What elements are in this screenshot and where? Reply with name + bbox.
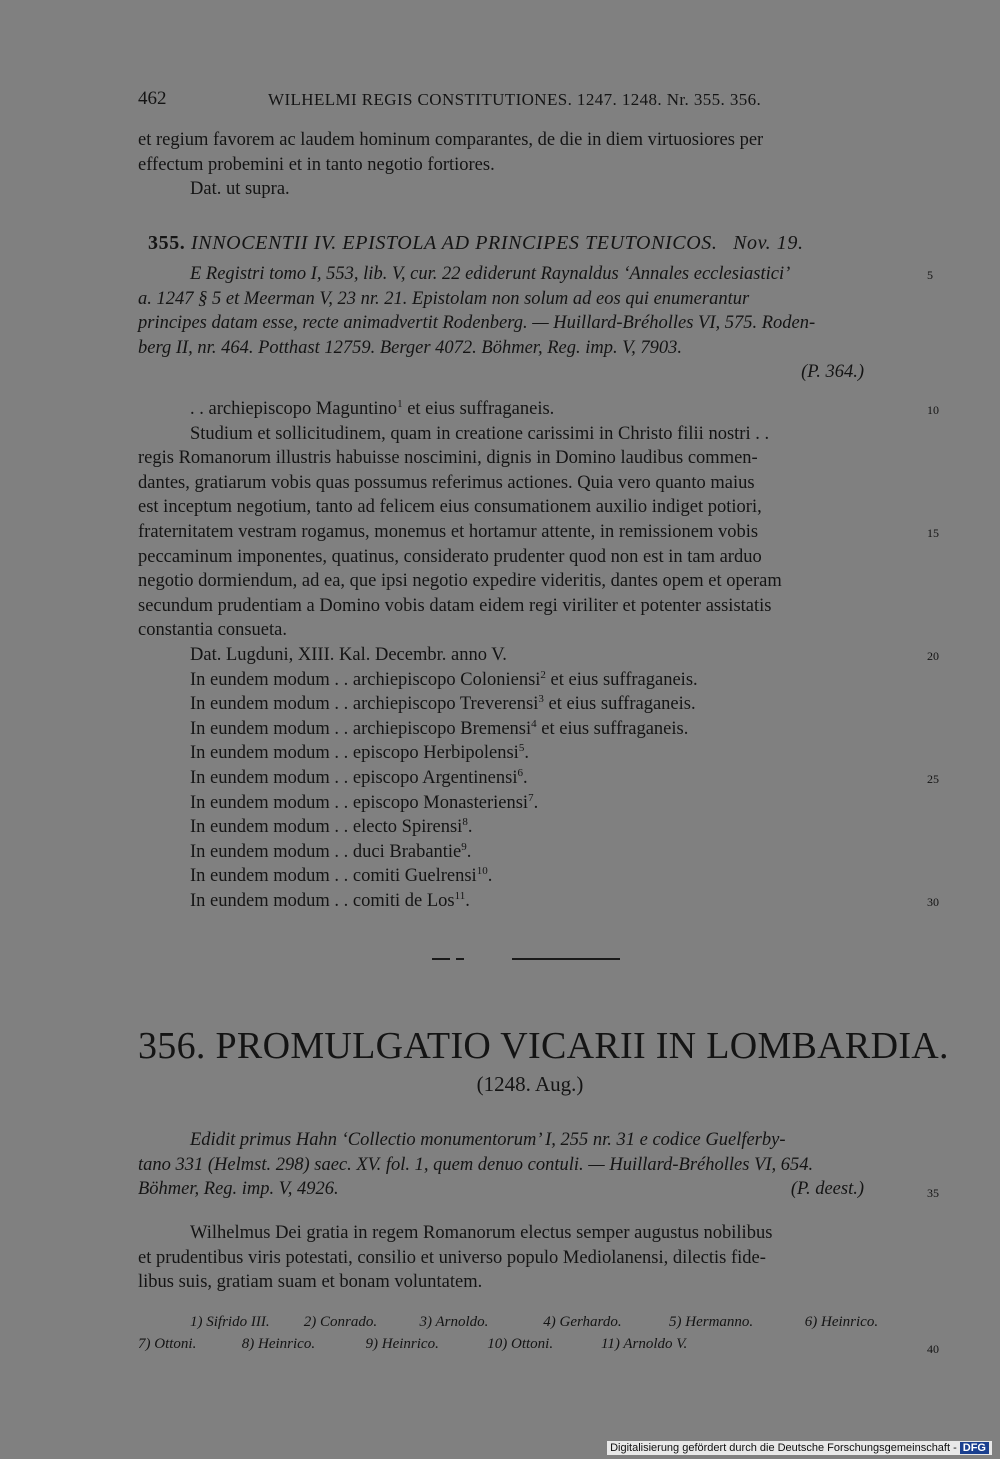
line-number: 15 [927,526,939,540]
footnote-marker: 1 [397,397,403,410]
text-line: est inceptum negotium, tanto ad felicem eius consumationem auxilio indiget potiori, [138,497,762,518]
footnote-row [138,1336,918,1358]
doc355-title: INNOCENTII IV. EPISTOLA AD PRINCIPES TEUTONICOS. [191,232,718,254]
doc355-source-note [138,262,916,385]
recipient-line [138,766,916,791]
recipient-text: In eundem modum . . comiti de Los [190,890,455,911]
dat-line: Dat. Lugduni, XIII. Kal. Decembr. anno V. [190,644,507,665]
text-line: et regium favorem ac laudem hominum comparantes, de die in diem virtuosiores per [138,130,764,150]
recipient-tail: . [466,841,472,862]
source-text: Böhmer, Reg. imp. V, 4926. [138,1179,339,1200]
footnote: 6) Heinrico. [804,1314,879,1330]
page-number: 462 [138,88,167,109]
recipient-line [138,889,916,914]
recipients-list [138,668,916,914]
text-line: Wilhelmus Dei gratia in regem Romanorum electus semper augustus nobilibus [190,1223,773,1243]
text-line: et prudentibus viris potestati, consilio et universo populo Mediolanensi, dilectis fide- [138,1247,766,1268]
recipient-line [138,791,916,816]
recipient-tail: . [467,817,473,838]
recipient-line [138,717,916,742]
footnote-marker: 6 [517,766,523,779]
footnote: 2) Conrado. [303,1314,378,1330]
text-line: regis Romanorum illustris habuisse noscimini, dignis in Domino laudibus commen- [138,448,758,469]
recipient-text: In eundem modum . . comiti Guelrensi [190,866,477,887]
footnote-marker: 10 [476,865,488,878]
text-line: negotio dormiendum, ad ea, que ipsi negotio expedire videritis, dantes opem et operam [138,571,782,592]
source-line: tano 331 (Helmst. 298) saec. XV. fol. 1, quem denuo contuli. — Huillard-Bréholles VI, 654. [138,1154,814,1175]
text-line: effectum probemini et in tanto negotio fortiores. [138,154,495,175]
source-line: E Registri tomo I, 553, lib. V, cur. 22 ediderunt Raynaldus ‘Annales ecclesiastici’ [190,264,791,284]
doc355-number: 355. [148,232,186,254]
footnote: 10) Ottoni. [487,1336,554,1352]
recipient-line [138,668,916,693]
footnote: 5) Hermanno. [669,1314,754,1330]
source-line: principes datam esse, recte animadvertit Rodenberg. — Huillard-Bréholles VI, 575. Roden- [138,313,816,334]
recipient-tail: . [465,890,470,911]
doc356-body [138,1221,916,1295]
recipient-tail: . [522,767,528,788]
recipient-text: In eundem modum . . episcopo Argentinensi [190,767,518,788]
recipient-text: In eundem modum . . archiepiscopo Coloniensi [190,669,541,690]
recipient-tail: et eius suffraganeis. [545,669,698,690]
text-line: peccaminum imponentes, quatinus, considerato prudenter quod non est in tam arduo [138,546,762,567]
footnote-marker: 5 [518,742,525,755]
dfg-logo: DFG [960,1442,989,1454]
recipient-text: In eundem modum . . episcopo Monasteriensi [190,792,529,813]
address-line [138,397,916,422]
line-number: 5 [927,268,933,282]
source-line [138,1177,916,1202]
recipient-tail: . [487,866,493,887]
doc355-ref: (P. 364.) [801,362,864,383]
recipient-text: In eundem modum . . archiepiscopo Bremensi [190,718,532,739]
dat-line: Dat. ut supra. [190,179,290,200]
recipient-line [138,815,916,840]
doc356-date: (1248. Aug.) [476,1072,584,1096]
separator-rule [512,958,620,960]
footnote: 11) Arnoldo V. [601,1336,688,1352]
footnote-marker: 11 [454,889,466,902]
footnote: 4) Gerhardo. [543,1314,622,1330]
recipient-text: In eundem modum . . episcopo Herbipolensi [190,743,519,764]
doc355-date: Nov. 19. [733,232,804,254]
line-number: 10 [927,403,939,417]
recipient-line [138,840,916,865]
dfg-footer [607,1441,992,1455]
footnotes [138,1314,918,1358]
recipient-line [138,692,916,717]
line-number: 20 [927,649,939,663]
intro-paragraph [138,128,916,202]
doc356-heading: 356. PROMULGATIO VICARII IN LOMBARDIA. [138,1025,949,1067]
footnote: 7) Ottoni. [138,1336,197,1352]
source-line: berg II, nr. 464. Potthast 12759. Berger 4072. Böhmer, Reg. imp. V, 7903. [138,337,682,358]
footnote-marker: 4 [531,717,537,730]
footnote-marker: 3 [538,692,544,705]
line-number: 40 [927,1342,939,1356]
text-line: constantia consueta. [138,620,287,641]
source-line: a. 1247 § 5 et Meerman V, 23 nr. 21. Epistolam non solum ad eos qui enumerantur [138,288,750,309]
recipient-line [138,741,916,766]
line-number: 35 [927,1186,939,1200]
footnote-row [138,1314,918,1336]
running-title: WILHELMI REGIS CONSTITUTIONES. 1247. 1248. Nr. 355. 356. [268,90,762,109]
footnote: 3) Arnoldo. [419,1314,489,1330]
recipient-text: In eundem modum . . duci Brabantie [190,841,462,862]
footnote-marker: 7 [528,791,534,804]
line-number: 30 [927,895,939,909]
doc356-ref: (P. deest.) [790,1179,864,1200]
text-line: secundum prudentiam a Domino vobis datam eidem regi viriliter et potenter assistatis [138,595,772,616]
recipient-text: In eundem modum . . electo Spirensi [190,817,463,838]
footnote: 1) Sifrido III. [190,1314,270,1330]
source-line: Edidit primus Hahn ‘Collectio monumentorum’ I, 255 nr. 31 e codice Guelferby- [190,1130,786,1150]
address-tail: et eius suffraganeis. [402,399,555,419]
footer-text: Digitalisierung gefördert durch die Deutsche Forschungsgemeinschaft - [610,1442,957,1454]
footnote: 9) Heinrico. [365,1336,439,1352]
recipient-tail: . [533,792,539,813]
line-number: 25 [927,772,939,786]
footnote-marker: 9 [461,840,467,853]
footnote-marker: 8 [462,815,468,828]
separator-rule [456,958,464,960]
recipient-tail: et eius suffraganeis. [536,718,689,739]
doc356-source-note [138,1128,916,1202]
footnote-marker: 2 [540,668,546,681]
separator-rule [432,958,450,960]
text-line: Studium et sollicitudinem, quam in creatione carissimi in Christo filii nostri . . [190,423,770,444]
doc355-body [138,397,916,913]
recipient-line [138,864,916,889]
recipient-text: In eundem modum . . archiepiscopo Treverensi [190,694,539,715]
text-line: fraternitatem vestram rogamus, monemus et hortamur attente, in remissionem vobis [138,521,759,542]
footnote: 8) Heinrico. [241,1336,316,1352]
text-line: libus suis, gratiam suam et bonam voluntatem. [138,1272,483,1293]
recipient-tail: . [524,743,529,764]
text-line: dantes, gratiarum vobis quas possumus referimus actiones. Quia vero quanto maius [138,472,755,493]
recipient-tail: et eius suffraganeis. [543,694,696,715]
doc355-heading [148,232,804,255]
address-text: . . archiepiscopo Maguntino [190,399,398,419]
